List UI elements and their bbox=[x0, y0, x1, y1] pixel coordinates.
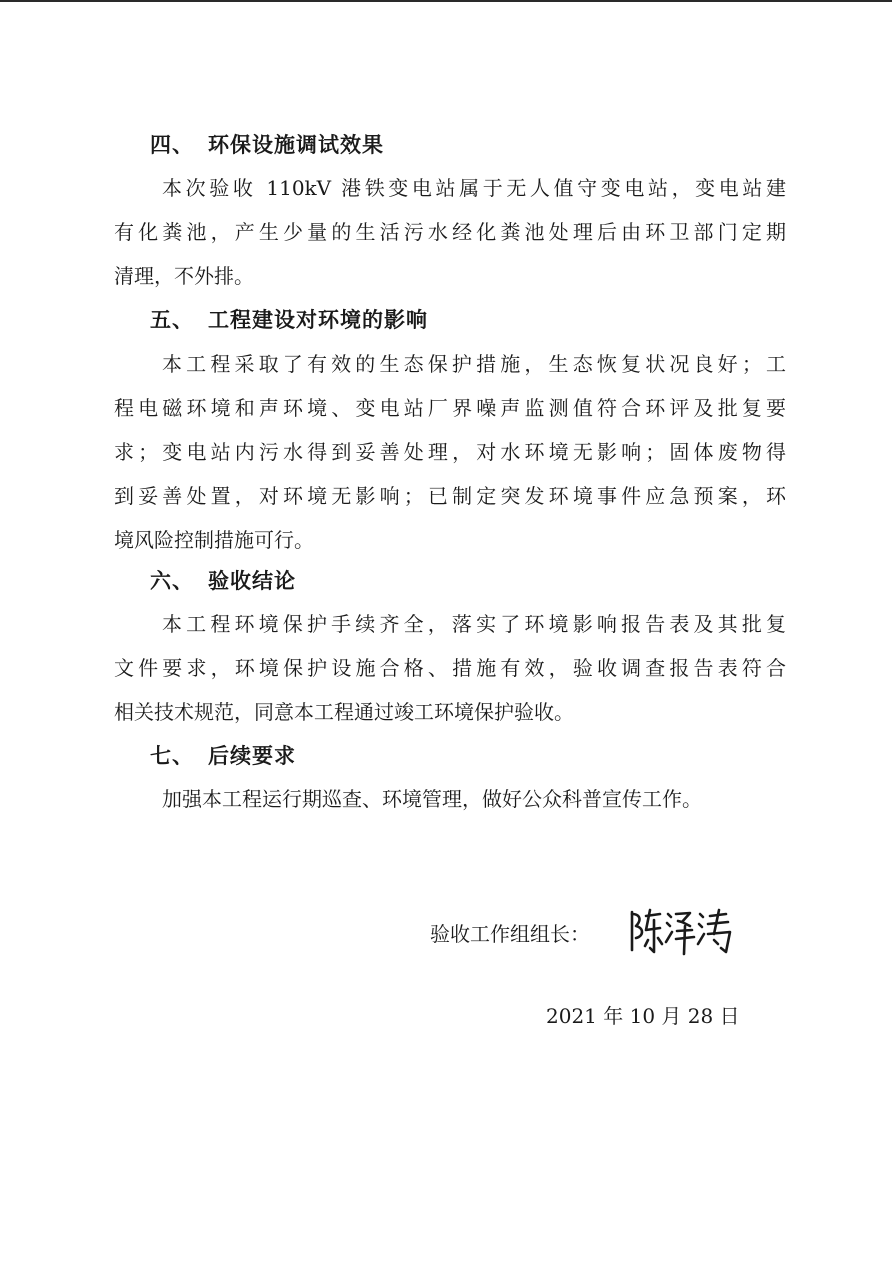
paragraph-line: 到妥善处置，对环境无影响；已制定突发环境事件应急预案，环 bbox=[114, 484, 786, 508]
section-number: 五、 bbox=[150, 308, 194, 332]
paragraph-line: 有化粪池，产生少量的生活污水经化粪池处理后由环卫部门定期 bbox=[114, 220, 786, 244]
paragraph-line: 文件要求，环境保护设施合格、措施有效，验收调查报告表符合 bbox=[114, 656, 786, 680]
section-number: 四、 bbox=[150, 133, 194, 157]
signature-label: 验收工作组组长： bbox=[430, 922, 590, 946]
section-paragraph bbox=[114, 342, 786, 562]
section-heading bbox=[150, 130, 384, 160]
section-paragraph bbox=[114, 777, 786, 821]
section-heading bbox=[150, 305, 428, 335]
page-top-border bbox=[0, 0, 892, 2]
section-number: 六、 bbox=[150, 569, 194, 593]
section-heading bbox=[150, 566, 296, 596]
section-paragraph bbox=[114, 166, 786, 298]
paragraph-line: 加强本工程运行期巡查、环境管理，做好公众科普宣传工作。 bbox=[162, 787, 702, 811]
section-title: 验收结论 bbox=[208, 569, 296, 593]
paragraph-line: 程电磁环境和声环境、变电站厂界噪声监测值符合环评及批复要 bbox=[114, 396, 786, 420]
paragraph-line: 清理，不外排。 bbox=[114, 264, 254, 288]
document-date: 2021 年 10 月 28 日 bbox=[546, 1004, 740, 1028]
section-heading bbox=[150, 741, 296, 771]
paragraph-line: 本工程采取了有效的生态保护措施，生态恢复状况良好；工 bbox=[162, 352, 786, 376]
paragraph-line: 求；变电站内污水得到妥善处理，对水环境无影响；固体废物得 bbox=[114, 440, 786, 464]
handwritten-signature bbox=[624, 904, 734, 960]
paragraph-line: 本次验收 110kV 港铁变电站属于无人值守变电站，变电站建 bbox=[162, 176, 786, 200]
section-number: 七、 bbox=[150, 744, 194, 768]
section-title: 环保设施调试效果 bbox=[208, 133, 384, 157]
section-title: 工程建设对环境的影响 bbox=[208, 308, 428, 332]
section-title: 后续要求 bbox=[208, 744, 296, 768]
paragraph-line: 本工程环境保护手续齐全，落实了环境影响报告表及其批复 bbox=[162, 612, 786, 636]
paragraph-line: 境风险控制措施可行。 bbox=[114, 528, 314, 552]
section-paragraph bbox=[114, 602, 786, 734]
paragraph-line: 相关技术规范，同意本工程通过竣工环境保护验收。 bbox=[114, 700, 574, 724]
